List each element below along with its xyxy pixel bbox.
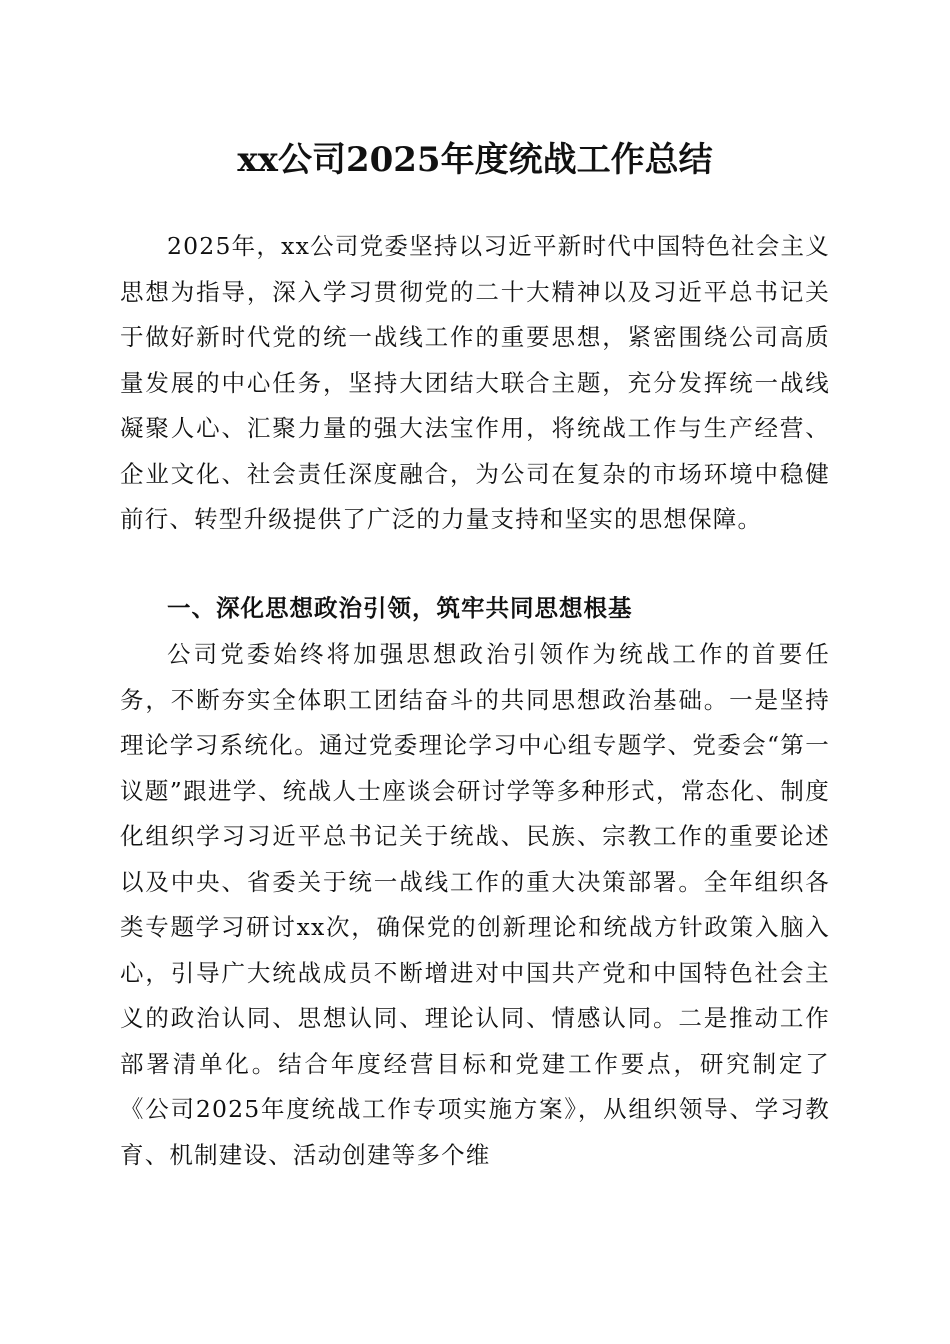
document-title: xx公司2025年度统战工作总结 — [237, 140, 713, 180]
section-heading-1: 一、深化思想政治引领，筑牢共同思想根基 — [167, 594, 633, 622]
intro-paragraph: 2025年，xx公司党委坚持以习近平新时代中国特色社会主义思想为指导，深入学习贯彻党的二十大精神以及习近平总书记关于做好新时代党的统一战线工作的重要思想，紧密围绕公司高质量发展的中心任务，坚持大团结大联合主题，充分发挥统一战线凝聚人心、汇聚力量的强大法宝作用，将统战工作与生产经营、企业文化、社会责任深度融合，为公司在复杂的市场环境中稳健前行、转型升级提供了广泛的力量支持和坚实的思想保障。 — [120, 232, 830, 533]
section-1-paragraph: 公司党委始终将加强思想政治引领作为统战工作的首要任务，不断夯实全体职工团结奋斗的共同思想政治基础。一是坚持理论学习系统化。通过党委理论学习中心组专题学、党委会“第一议题”跟进学、统战人士座谈会研讨学等多种形式，常态化、制度化组织学习习近平总书记关于统战、民族、宗教工作的重要论述以及中央、省委关于统一战线工作的重大决策部署。全年组织各类专题学习研讨xx次，确保党的创新理论和统战方针政策入脑入心，引导广大统战成员不断增进对中国共产党和中国特色社会主义的政治认同、思想认同、理论认同、情感认同。二是推动工作部署清单化。结合年度经营目标和党建工作要点，研究制定了《公司2025年度统战工作专项实施方案》，从组织领导、学习教育、机制建设、活动创建等多个维 — [120, 640, 830, 1169]
